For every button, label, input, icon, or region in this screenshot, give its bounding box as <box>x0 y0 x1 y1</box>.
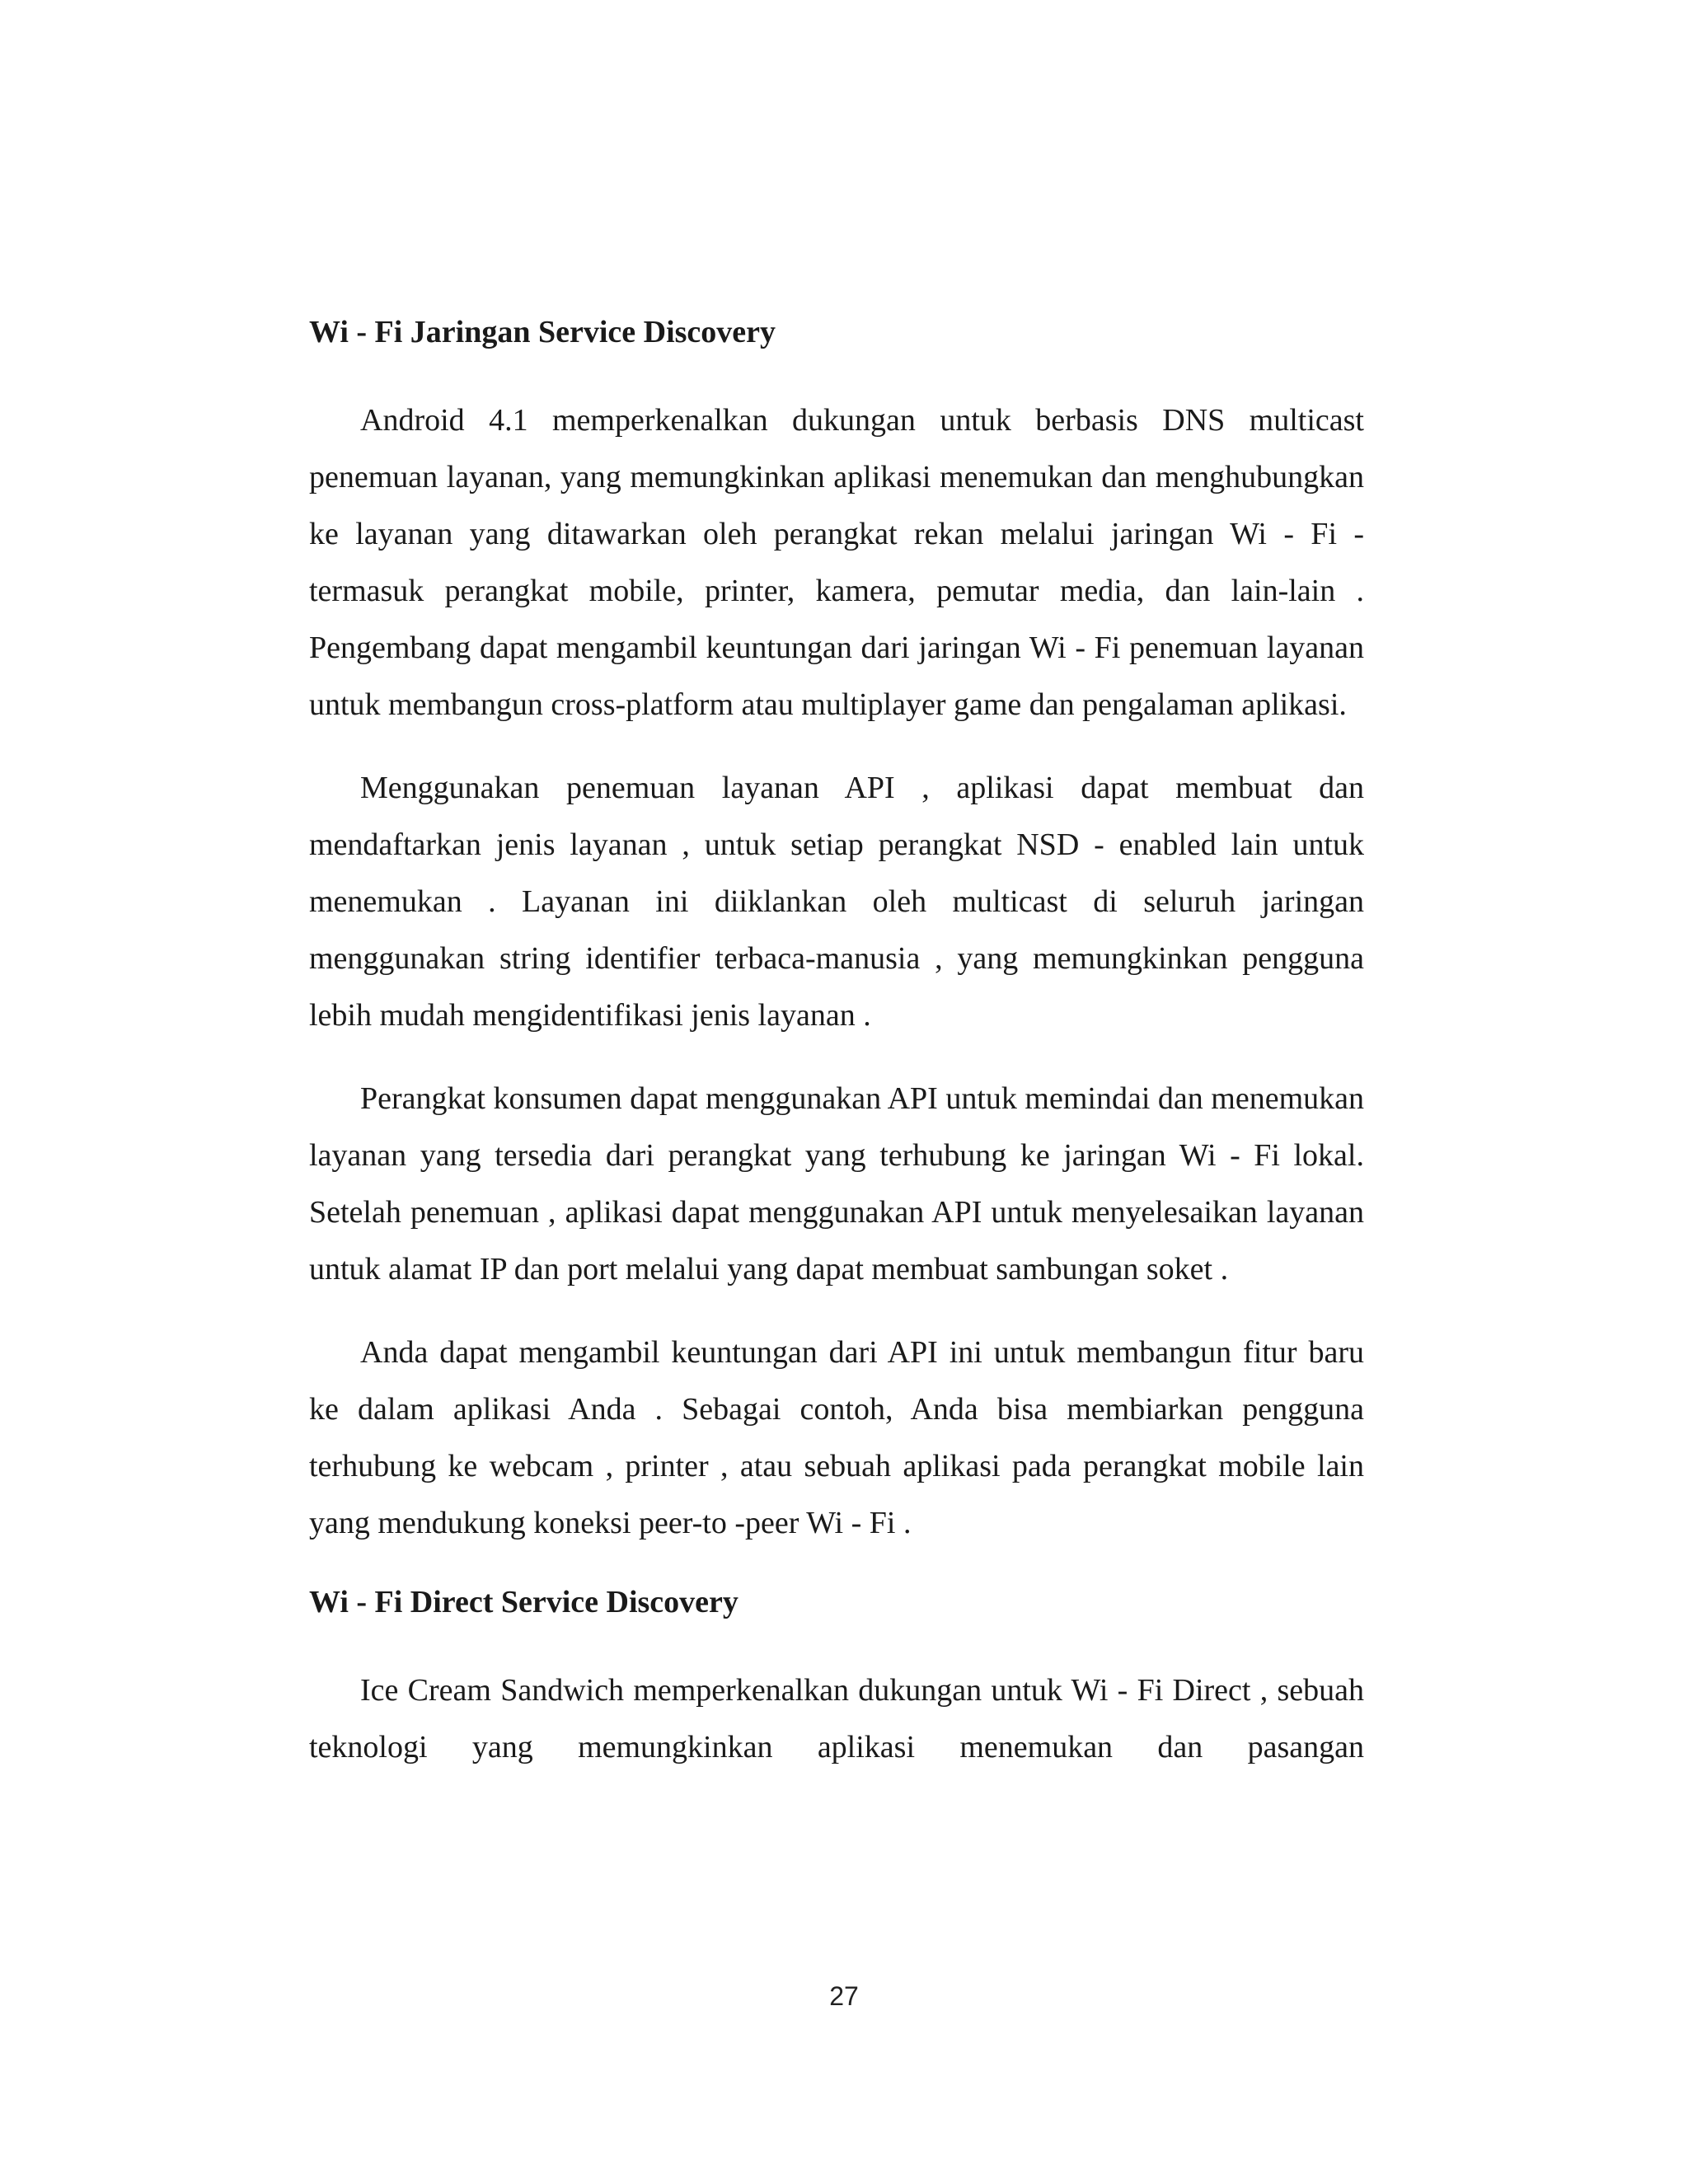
paragraph: Anda dapat mengambil keuntungan dari API ini untuk membangun fitur baru ke dalam aplikasi Anda . Sebagai contoh, Anda bisa membiarkan pengguna terhubung ke webcam , printer , atau sebuah aplikasi pada perangkat mobile lain yang mendukung koneksi peer-to -peer Wi - Fi . <box>309 1335 1364 1540</box>
section-heading-wifi-direct-service-discovery: Wi - Fi Direct Service Discovery <box>309 1585 738 1619</box>
page-content <box>309 312 1364 1802</box>
paragraph: Menggunakan penemuan layanan API , aplikasi dapat membuat dan mendaftarkan jenis layanan , untuk setiap perangkat NSD - enabled lain untuk menemukan . Layanan ini diiklankan oleh multicast di seluruh jaringan menggunakan string identifier terbaca-manusia , yang memungkinkan pengguna lebih mudah mengidentifikasi jenis layanan . <box>309 771 1364 1033</box>
paragraph: Perangkat konsumen dapat menggunakan API untuk memindai dan menemukan layanan yang tersedia dari perangkat yang terhubung ke jaringan Wi - Fi lokal. Setelah penemuan , aplikasi dapat menggunakan API untuk menyelesaikan layanan untuk alamat IP dan port melalui yang dapat membuat sambungan soket . <box>309 1081 1364 1286</box>
paragraph: Android 4.1 memperkenalkan dukungan untuk berbasis DNS multicast penemuan layanan, yang memungkinkan aplikasi menemukan dan menghubungkan ke layanan yang ditawarkan oleh perangkat rekan melalui jaringan Wi - Fi - termasuk perangkat mobile, printer, kamera, pemutar media, dan lain-lain . Pengembang dapat mengambil keuntungan dari jaringan Wi - Fi penemuan layanan untuk membangun cross-platform atau multiplayer game dan pengalaman aplikasi. <box>309 403 1364 722</box>
section-heading-wifi-network-service-discovery: Wi - Fi Jaringan Service Discovery <box>309 315 776 349</box>
paragraph: Ice Cream Sandwich memperkenalkan dukungan untuk Wi - Fi Direct , sebuah teknologi yang memungkinkan aplikasi menemukan dan pasangan <box>309 1673 1364 1765</box>
page-number: 27 <box>829 1981 859 2011</box>
